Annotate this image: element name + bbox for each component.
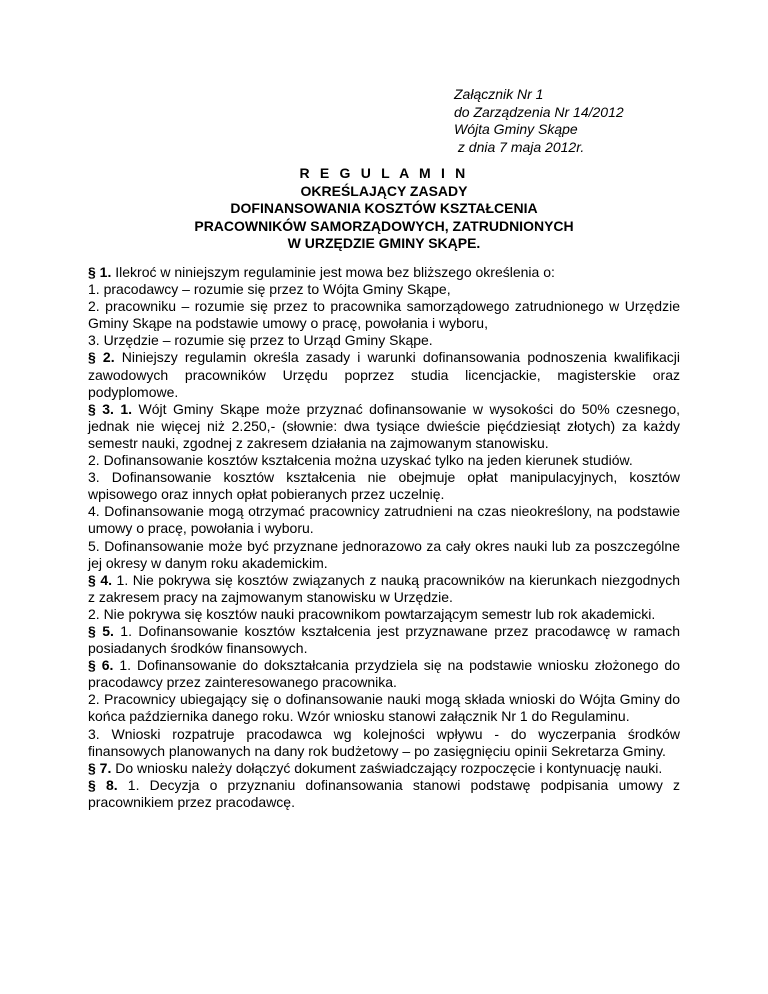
section-2-text: Niniejszy regulamin określa zasady i warunki dofinansowania podnoszenia kwalifikacji zawodowych pracowników Urzędu poprzez studia licencjackie, magisterskie oraz podyplomowe. [88, 349, 681, 400]
title-line-3: DOFINANSOWANIA KOSZTÓW KSZTAŁCENIA [230, 200, 538, 217]
section-1-intro: Ilekroć w niniejszym regulaminie jest mowa bez bliższego określenia o: [111, 264, 555, 280]
section-6-mark: § 6. [88, 657, 114, 674]
section-8-text: 1. Decyzja o przyznaniu dofinansowania stanowi podstawę podpisania umowy z pracownikiem przez pracodawcę. [88, 776, 681, 810]
section-7-mark: § 7. [88, 759, 112, 776]
section-1-item-1: 1. pracodawcy – rozumie się przez to Wójta Gminy Skąpe, [88, 281, 451, 298]
section-1-item-3: 3. Urzędzie – rozumie się przez to Urząd Gminy Skąpe. [88, 332, 433, 349]
annex-reference [454, 86, 624, 156]
title-line-2: OKREŚLAJĄCY ZASADY [300, 182, 468, 199]
section-6-item-2: 2. Pracownicy ubiegający się o dofinansowanie nauki mogą składa wnioski do Wójta Gminy do końca października danego roku. Wzór wniosku stanowi załącznik Nr 1 do Regulaminu. [88, 691, 680, 725]
section-3-item-4: 4. Dofinansowanie mogą otrzymać pracownicy zatrudnieni na czas nieokreślony, na podstawie umowy o pracę, powołania i wyboru. [88, 503, 680, 537]
title-line-5: W URZĘDZIE GMINY SKĄPE. [287, 235, 481, 252]
section-4-mark: § 4. [88, 571, 112, 588]
section-4-text: 1. Nie pokrywa się kosztów związanych z nauką pracowników na kierunkach niezgodnych z zakresem pracy na zajmowanym stanowisku w Urzędzie. [88, 571, 680, 605]
annex-ordinance: do Zarządzenia Nr 14/2012 [454, 103, 624, 120]
section-2 [88, 349, 680, 400]
section-1-item-2: 2. pracowniku – rozumie się przez to pracownika samorządowego zatrudnionego w Urzędzie Gminy Skąpe na podstawie umowy o pracę, powołania i wyboru, [88, 298, 680, 332]
section-3-item-5: 5. Dofinansowanie może być przyznane jednorazowo za cały okres nauki lub za poszczególne jej okresy w danym roku akademickim. [88, 537, 680, 571]
section-3-item-3: 3. Dofinansowanie kosztów kształcenia nie obejmuje opłat manipulacyjnych, kosztów wpisowego oraz innych opłat pobieranych przez uczelnię. [88, 469, 680, 503]
section-8-mark: § 8. [88, 776, 118, 793]
section-4-item-2: 2. Nie pokrywa się kosztów nauki pracownikom powtarzającym semestr lub rok akademicki. [88, 605, 656, 622]
section-3-mark: § 3. 1. [88, 400, 133, 417]
section-5 [88, 623, 680, 657]
section-5-text: 1. Dofinansowanie kosztów kształcenia jest przyznawane przez pracodawcę w ramach posiadanych środków finansowych. [88, 622, 681, 657]
section-4 [88, 572, 680, 606]
section-7 [88, 760, 680, 777]
section-6-text: 1. Dofinansowanie do dokształcania przydziela się na podstawie wniosku złożonego do pracodawcy przez zainteresowanego pracownika. [88, 657, 680, 691]
annex-date: z dnia 7 maja 2012r. [454, 138, 585, 155]
section-6-item-3: 3. Wnioski rozpatruje pracodawca wg kolejności wpływu - do wyczerpania środków finansowych planowanych na dany rok budżetowy – po zasięgnięciu opinii Sekretarza Gminy. [88, 725, 680, 759]
section-3-text: Wójt Gminy Skąpe może przyznać dofinansowanie w wysokości do 50% czesnego, jednak nie więcej niż 2.250,- (słownie: dwa tysiące dwieście pięćdziesiąt złotych) za każdy semestr nauki, zgodnej z zakresem działania na zajmowanym stanowisku. [88, 400, 680, 451]
section-3 [88, 401, 680, 452]
section-6 [88, 657, 680, 691]
document-title [88, 165, 680, 253]
title-regulamin: R E G U L A M I N [299, 165, 469, 181]
section-3-item-2: 2. Dofinansowanie kosztów kształcenia można uzyskać tylko na jeden kierunek studiów. [88, 452, 633, 469]
annex-number: Załącznik Nr 1 [454, 86, 544, 102]
section-1-mark: § 1. [88, 264, 112, 280]
section-2-mark: § 2. [88, 349, 115, 366]
section-1 [88, 264, 680, 281]
section-8 [88, 777, 680, 811]
annex-issuer: Wójta Gminy Skąpe [454, 121, 578, 137]
section-5-mark: § 5. [88, 622, 114, 639]
title-line-4: PRACOWNIKÓW SAMORZĄDOWYCH, ZATRUDNIONYCH [194, 217, 574, 234]
regulation-body [88, 264, 680, 811]
section-7-text: Do wniosku należy dołączyć dokument zaświadczający rozpoczęcie i kontynuację nauki. [111, 759, 663, 776]
